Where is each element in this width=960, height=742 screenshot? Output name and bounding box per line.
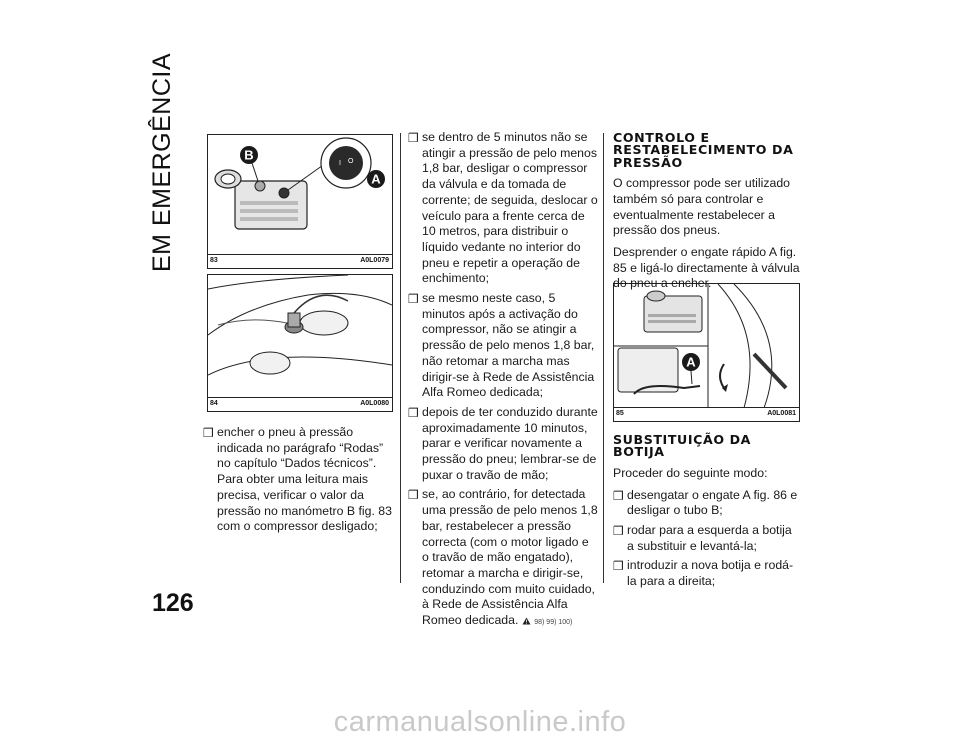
right-column	[613, 132, 801, 298]
middle-column	[408, 130, 598, 635]
list-item-text: se mesmo neste caso, 5 minutos após a activação do compressor, não se atingir a pressão de pelo menos 1,8 bar, não retomar a marcha mas dirigir-se à Rede de Assistência Alfa Romeo dedicada;	[422, 291, 595, 400]
figure-number: 85	[616, 410, 624, 417]
paragraph: Desprender o engate rápido A fig. 85 e ligá-lo directamente à válvula do pneu a encher.	[613, 245, 800, 291]
callout-a-label: A	[371, 171, 381, 187]
list-item	[408, 487, 598, 630]
figure-83	[207, 134, 393, 269]
list-item-text: rodar para a esquerda a botija a substituir e levantá-la;	[627, 522, 792, 553]
watermark: carmanualsonline.info	[333, 706, 627, 738]
right-column-lower	[613, 434, 801, 594]
left-column	[203, 425, 395, 539]
figure-number: 84	[210, 400, 218, 407]
bullet-box-icon: ❒	[613, 559, 624, 574]
bullet-box-icon: ❒	[613, 523, 624, 538]
figure-code: A0L0081	[767, 410, 796, 417]
figure-84	[207, 274, 393, 412]
figure-code: A0L0080	[360, 400, 389, 407]
middle-list	[408, 130, 598, 631]
svg-text:I: I	[339, 160, 341, 167]
bullet-box-icon: ❒	[408, 488, 419, 503]
list-item	[613, 488, 801, 519]
list-item-text: depois de ter conduzido durante aproximadamente 10 minutos, parar e verificar novamente a pressão do pneu; lembrar-se de puxar o travão de mão;	[422, 404, 598, 482]
section-title: EM EMERGÊNCIA	[148, 52, 176, 272]
figure-83-caption	[208, 254, 392, 268]
callout-a-badge	[367, 170, 385, 188]
bullet-box-icon: ❒	[408, 405, 419, 420]
callout-a-badge	[682, 353, 700, 371]
column-divider-1	[400, 133, 401, 583]
list-item-text: se, ao contrário, for detectada uma pressão de pelo menos 1,8 bar, restabelecer a pressão correcta (com o motor ligado e o travão de mão engatado), retomar a marcha e dirigir-se, conduzindo com muito cuidado, à Rede de Assistência Alfa Romeo dedicada.	[422, 487, 598, 628]
figure-85	[613, 283, 800, 422]
svg-text:O: O	[348, 158, 354, 165]
figure-84-illustration	[208, 275, 392, 397]
column-divider-2	[603, 133, 604, 583]
figure-code: A0L0079	[360, 257, 389, 264]
list-item	[408, 405, 598, 484]
section-heading-cartridge: SUBSTITUIÇÃO DA BOTIJA	[613, 432, 752, 460]
list-item	[613, 523, 801, 554]
figure-number: 83	[210, 257, 218, 264]
list-item-text: se dentro de 5 minutos não se atingir a pressão de pelo menos 1,8 bar, desligar o compressor da válvula e da tomada de corrente; de seguida, deslocar o veículo para a frente cerca de 10 metros, para distribuir o líquido vedante no interior do pneu e repetir a operação de enchimento;	[422, 130, 598, 286]
callout-b-badge	[240, 146, 258, 164]
page-number: 126	[152, 589, 194, 617]
bullet-box-icon: ❒	[408, 131, 419, 145]
bullet-box-icon: ❒	[203, 426, 214, 440]
left-list	[203, 425, 395, 535]
list-item-text: desengatar o engate A fig. 86 e desligar o tubo B;	[627, 487, 798, 518]
figure-84-caption	[208, 397, 392, 411]
paragraph: O compressor pode ser utilizado também só para controlar e eventualmente restabelecer a pressão dos pneus.	[613, 176, 791, 238]
figure-83-illustration	[208, 135, 392, 255]
list-item	[613, 558, 801, 589]
list-item	[203, 425, 395, 535]
figure-85-caption	[614, 407, 799, 421]
callout-a-label: A	[686, 354, 696, 370]
warning-references: 98) 99) 100)	[534, 619, 573, 627]
list-item	[408, 291, 598, 401]
paragraph: Proceder do seguinte modo:	[613, 465, 768, 480]
callout-b-label: B	[244, 147, 254, 163]
right-list	[613, 488, 801, 590]
figure-85-illustration	[614, 284, 799, 408]
bullet-box-icon: ❒	[613, 488, 624, 503]
bullet-box-icon: ❒	[408, 292, 419, 307]
warning-triangle-icon	[522, 617, 531, 625]
section-heading-pressure: CONTROLO E RESTABELECIMENTO DA PRESSÃO	[613, 130, 794, 170]
list-item-text: introduzir a nova botija e rodá-la para a direita;	[627, 558, 794, 589]
list-item-text: encher o pneu à pressão indicada no parágrafo “Rodas” no capítulo “Dados técnicos”. Para obter uma leitura mais precisa, verificar o valor da pressão no manómetro B fig. 83 com o compressor desligado;	[217, 425, 392, 534]
list-item	[408, 130, 598, 287]
